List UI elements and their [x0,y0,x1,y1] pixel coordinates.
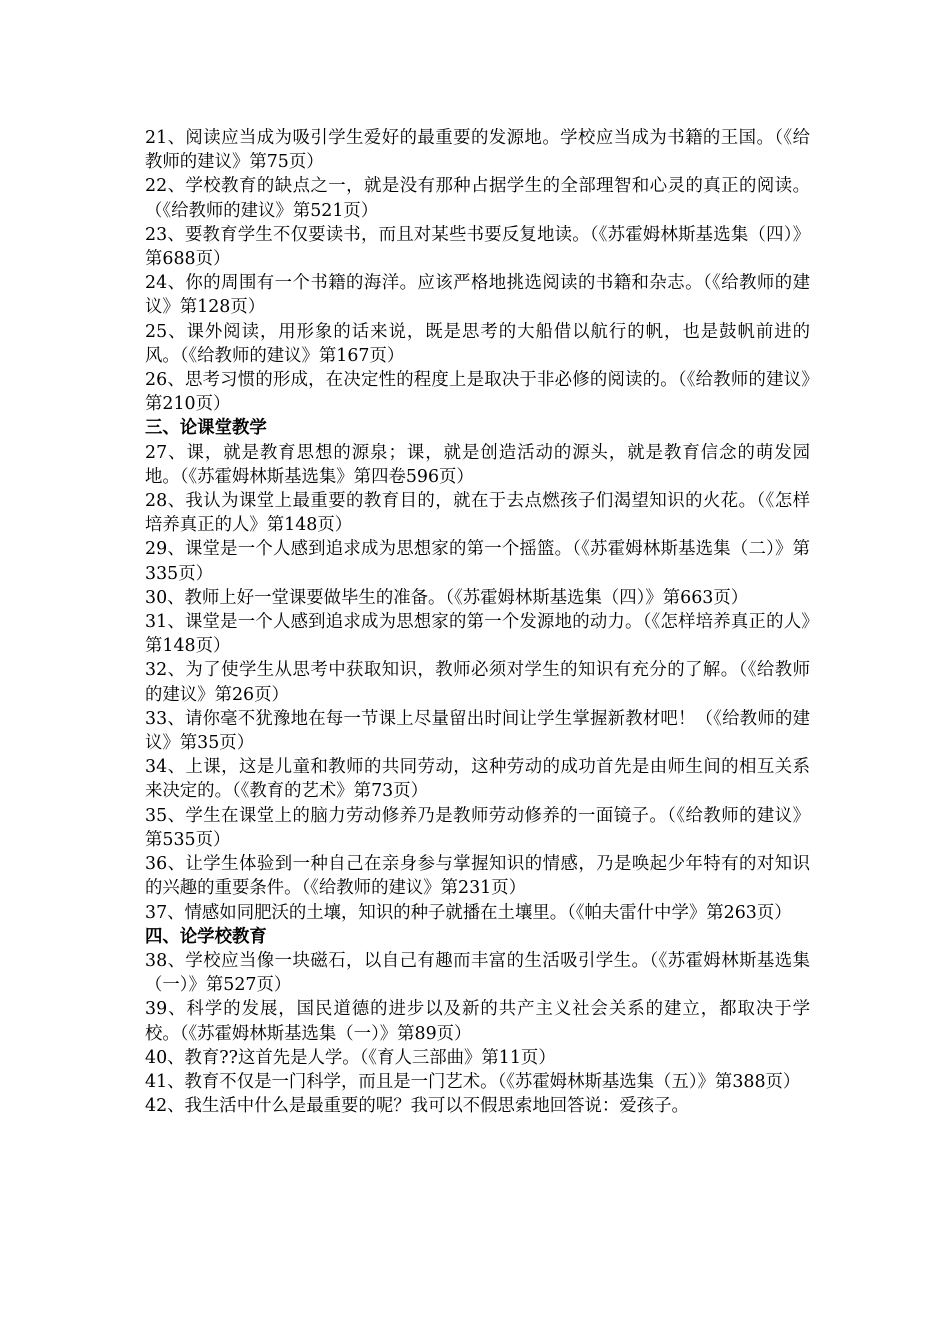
quote-25: 25、课外阅读，用形象的话来说，既是思考的大船借以航行的帆，也是鼓帆前进的风。（《给教师的建议》第167页） [145,321,810,366]
quote-33: 33、请你毫不犹豫地在每一节课上尽量留出时间让学生掌握新教材吧！（《给教师的建议》第35页） [145,708,810,754]
quote-40: 40、教育??这首先是人学。（《育人三部曲》第11页） [145,1047,556,1068]
quote-34: 34、上课，这是儿童和教师的共同劳动，这种劳动的成功首先是由师生间的相互关系来决定的。（《教育的艺术》第73页） [145,757,810,802]
quote-22: 22、学校教育的缺点之一，就是没有那种占据学生的全部理智和心灵的真正的阅读。（《给教师的建议》第521页） [145,176,810,221]
section-heading-school-education: 四、论学校教育 [145,926,267,947]
quote-29: 29、课堂是一个人感到追求成为思想家的第一个摇篮。（《苏霍姆林斯基选集（二）》第335页） [145,539,810,584]
quote-37: 37、情感如同肥沃的土壤，知识的种子就播在土壤里。（《帕夫雷什中学》第263页） [145,902,792,923]
quote-27: 27、课，就是教育思想的源泉；课，就是创造活动的源头，就是教育信念的萌发园地。（《苏霍姆林斯基选集》第四卷596页） [145,442,810,487]
quote-42: 42、我生活中什么是最重要的呢？我可以不假思索地回答说：爱孩子。 [145,1096,689,1117]
quote-32: 32、为了使学生从思考中获取知识，教师必须对学生的知识有充分的了解。（《给教师的建议》第26页） [145,660,810,705]
document-page [145,126,810,1118]
quote-30: 30、教师上好一堂课要做毕生的准备。（《苏霍姆林斯基选集（四）》第663页） [145,587,749,608]
quote-38: 38、学校应当像一块磁石，以自己有趣而丰富的生活吸引学生。（《苏霍姆林斯基选集（一）》第527页） [145,950,810,996]
quote-41: 41、教育不仅是一门科学，而且是一门艺术。（《苏霍姆林斯基选集（五）》第388页） [145,1071,801,1092]
quote-31: 31、课堂是一个人感到追求成为思想家的第一个发源地的动力。（《怎样培养真正的人》第148页） [145,612,810,657]
quote-24: 24、你的周围有一个书籍的海洋。应该严格地挑选阅读的书籍和杂志。（《给教师的建议》第128页） [145,273,810,318]
quote-39: 39、科学的发展，国民道德的进步以及新的共产主义社会关系的建立，都取决于学校。（《苏霍姆林斯基选集（一）》第89页） [145,999,810,1044]
quote-23: 23、要教育学生不仅要读书，而且对某些书要反复地读。（《苏霍姆林斯基选集（四）》第688页） [145,224,810,270]
section-heading-classroom-teaching: 三、论课堂教学 [145,418,267,439]
quote-26: 26、思考习惯的形成，在决定性的程度上是取决于非必修的阅读的。（《给教师的建议》第210页） [145,370,810,415]
quote-36: 36、让学生体验到一种自己在亲身参与掌握知识的情感，乃是唤起少年特有的对知识的兴趣的重要条件。（《给教师的建议》第231页） [145,854,810,899]
quote-35: 35、学生在课堂上的脑力劳动修养乃是教师劳动修养的一面镜子。（《给教师的建议》第535页） [145,805,810,850]
quote-28: 28、我认为课堂上最重要的教育目的，就在于去点燃孩子们渴望知识的火花。（《怎样培养真正的人》第148页） [145,491,810,536]
quote-21: 21、阅读应当成为吸引学生爱好的最重要的发源地。学校应当成为书籍的王国。（《给教师的建议》第75页） [145,128,810,173]
